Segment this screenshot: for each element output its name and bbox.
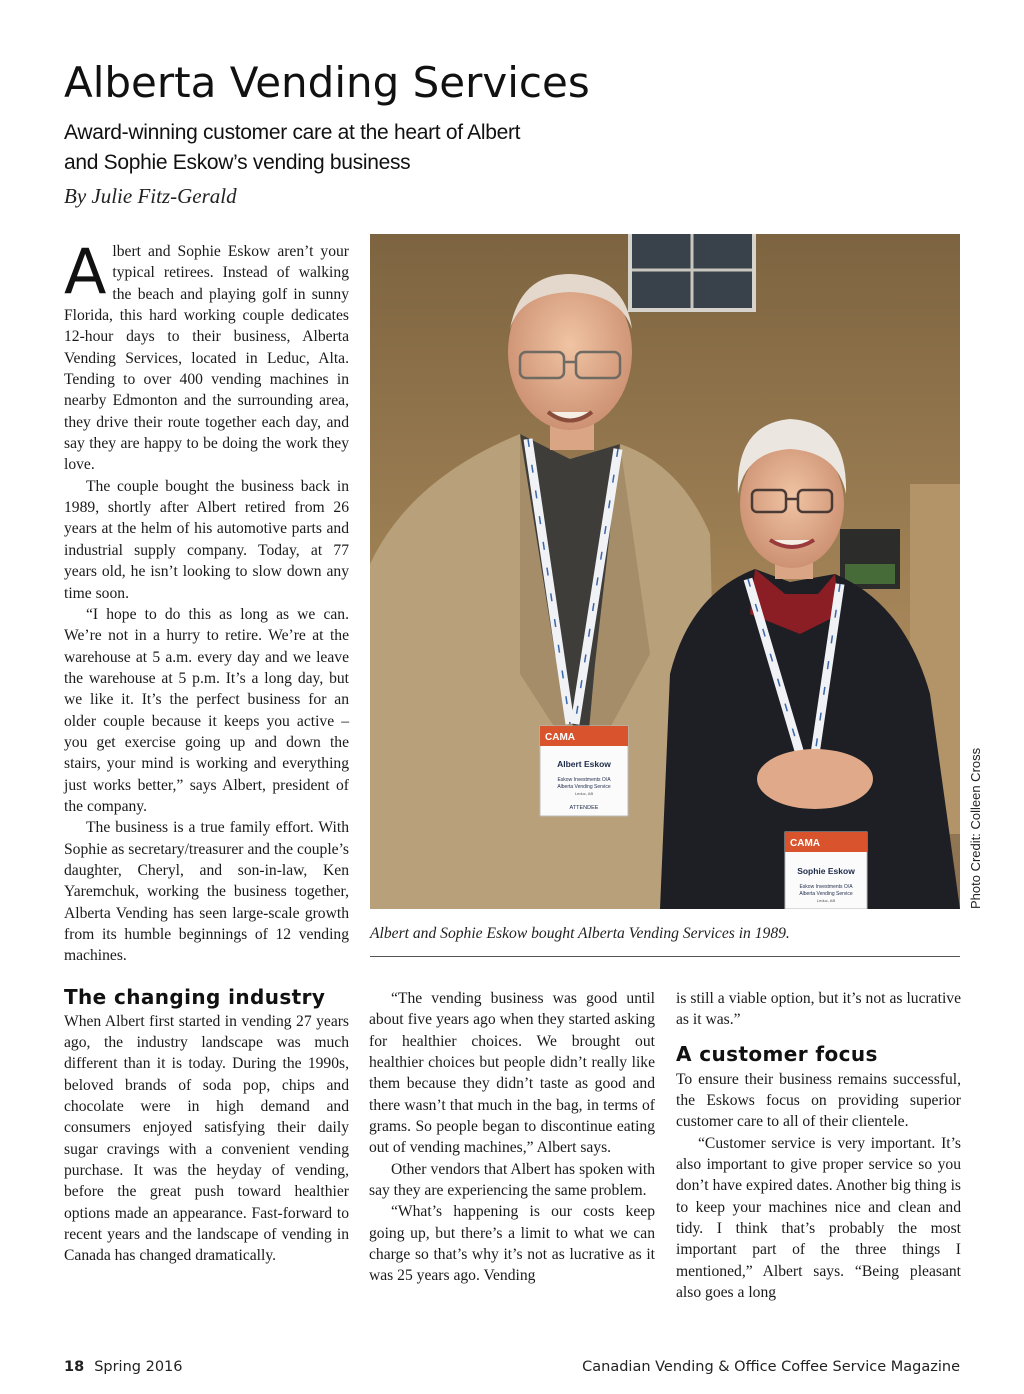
badge-location: Leduc, AB <box>816 898 836 903</box>
badge-company: Alberta Vending Service <box>799 891 853 897</box>
paragraph: “The vending business was good until about five years ago when they started asking for healthier choices. We brought out healthier choices but people didn’t really like them because they didn’t taste as good and there wasn’t that much in the bag, in terms of grams. So people began to discontinue eating out of vending machines,” Albert says. <box>369 990 655 1157</box>
paragraph: The business is a true family effort. With Sophie as secretary/treasurer and the couple’s daughter, Cheryl, and son-in-law, Ken Yaremchuk, working the business together, Alberta Vending has seen large-scale growth from its humble beginnings of 12 vending machines. <box>64 819 349 965</box>
badge-company: Eskow Investments O/A <box>557 777 611 783</box>
page-number: 18 <box>64 1359 85 1375</box>
section-heading-customer-focus: A customer focus <box>676 1041 878 1066</box>
name-badge-sophie <box>785 832 867 909</box>
paragraph: To ensure their business remains successful, the Eskows focus on providing superior customer care to all of their clientele. <box>676 1070 961 1131</box>
paragraph: “What’s happening is our costs keep going up, but there’s a limit to what we can charge so that’s why it’s not as lucrative as it was 25 years ago. Vending <box>369 1203 655 1285</box>
photo-illustration <box>370 234 960 909</box>
badge-location: Leduc, AB <box>574 791 594 796</box>
paragraph: Albert and Sophie Eskow aren’t your typical retirees. Instead of walking the beach and playing golf in sunny Florida, this hard working couple dedicates 12-hour days to their business, Alberta Vending Services, located in Leduc, Alta. Tending to over 400 vending machines in nearby Edmonton and the surrounding area, they drive their route together each day, and say they are happy to be doing the work they love. <box>64 235 349 474</box>
caption-divider <box>370 956 960 957</box>
issue-label: Spring 2016 <box>94 1359 183 1375</box>
text-column-3 <box>676 988 961 1303</box>
paragraph: Other vendors that Albert has spoken with say they are experiencing the same problem. <box>369 1160 655 1200</box>
name-badge-albert <box>540 726 628 816</box>
badge-company: Eskow Investments O/A <box>799 884 853 890</box>
badge-name: Albert Eskow <box>557 759 611 769</box>
magazine-name: Canadian Vending & Office Coffee Service Magazine <box>582 1359 960 1375</box>
byline: By Julie Fitz-Gerald <box>64 184 237 208</box>
photo-albert-sophie-eskow <box>370 234 960 909</box>
subtitle-line: and Sophie Eskow’s vending business <box>64 151 411 174</box>
article-subtitle <box>64 118 584 178</box>
paragraph: “I hope to do this as long as we can. We’re not in a hurry to retire. We’re at the warehouse at 5 a.m. every day and we leave the warehouse at 5 p.m. It’s a long day, but we like it. It’s the perfect business for an older couple because it keeps you active – you get exercise going up and down the stairs, your mind is working and everything just works better,” says Albert, president of the company. <box>64 605 349 815</box>
badge-org: CAMA <box>545 732 575 743</box>
text-column-2 <box>369 988 655 1287</box>
paragraph: is still a viable option, but it’s not as lucrative as it was.” <box>676 990 961 1029</box>
page-footer <box>64 1359 960 1375</box>
paragraph: The couple bought the business back in 1989, shortly after Albert retired from 26 years at the helm of his automotive parts and industrial supply company. Today, at 77 years old, he isn’t looking to slow down any time soon. <box>64 477 349 602</box>
badge-company: Alberta Vending Service <box>557 784 611 790</box>
photo-caption: Albert and Sophie Eskow bought Alberta Vending Services in 1989. <box>370 925 790 942</box>
drop-cap: A <box>64 235 107 308</box>
badge-role: ATTENDEE <box>569 805 599 811</box>
photo-credit: Photo Credit: Colleen Cross <box>968 747 983 909</box>
badge-org: CAMA <box>790 838 820 849</box>
badge-name: Sophie Eskow <box>797 866 855 876</box>
section-heading-changing-industry: The changing industry <box>64 984 326 1009</box>
paragraph: “Customer service is very important. It’s also important to give proper service so you don’t have expired dates. Another big thing is to keep your machines nice and clean and tidy. I think that’s probably the most important part of the three things I mentioned,” Albert says. “Being pleasant also goes a long <box>676 1134 961 1302</box>
text-column-1 <box>64 235 349 1267</box>
paragraph: When Albert first started in vending 27 years ago, the industry landscape was much different than it is today. During the 1990s, beloved brands of soda pop, chips and chocolate were in high demand and consumers enjoyed satisfying their daily sugar cravings with a convenient vending purchase. It was the heyday of vending, before the great push toward healthier options made an appearance. Fast-forward to recent years and the landscape of vending in Canada has changed dramatically. <box>64 1012 349 1265</box>
subtitle-line: Award-winning customer care at the heart of Albert <box>64 121 521 144</box>
article-title: Alberta Vending Services <box>64 58 590 107</box>
